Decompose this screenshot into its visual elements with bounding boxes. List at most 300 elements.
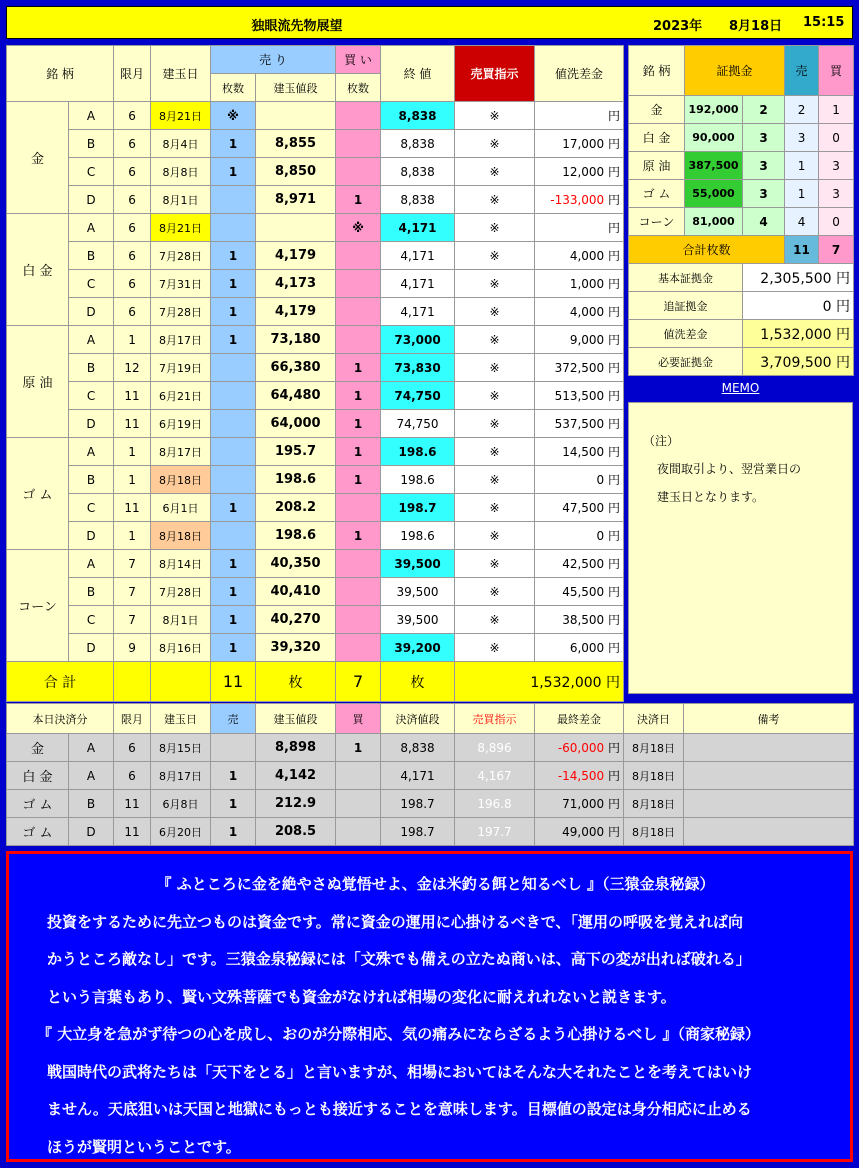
diff-value: 42,500 <box>562 557 605 571</box>
settle-header-nedan: 建玉値段 <box>256 704 336 734</box>
settle-price: 198.7 <box>381 790 455 818</box>
quote-paragraph-1-line-2: かうところ敵なし」です。三猿金泉秘録には「文殊でも備えの立たぬ商いは、高下の変が出れば破れる」 <box>47 950 751 968</box>
header-time: 15:15 <box>803 15 845 30</box>
settle-entry-price: 208.5 <box>256 818 336 846</box>
diff-unit: 円 <box>608 277 621 291</box>
summary-amount: 2,305,500 <box>760 270 832 287</box>
diff-unit: 円 <box>608 585 621 599</box>
settle-label: A <box>69 734 114 762</box>
entry-date: 8月17日 <box>151 326 211 354</box>
settle-header-kai: 買 <box>336 704 381 734</box>
header-gengetsu: 限月 <box>114 46 151 102</box>
trade-signal: ※ <box>455 410 535 438</box>
trade-signal: ※ <box>455 494 535 522</box>
header-date: 8月18日 <box>729 19 783 34</box>
margin-amount: 81,000 <box>685 208 743 236</box>
total-diff-unit: 円 <box>606 674 621 691</box>
mark-to-market-diff <box>535 578 624 606</box>
margin-summary-value <box>743 320 854 348</box>
close-price: 198.6 <box>381 466 455 494</box>
close-price: 8,838 <box>381 186 455 214</box>
position-row <box>7 522 624 550</box>
settle-signal: 197.7 <box>455 818 535 846</box>
total-diff <box>455 662 624 702</box>
contract-month: 1 <box>114 326 151 354</box>
position-label: A <box>69 326 114 354</box>
margin-row <box>629 180 854 208</box>
close-price: 198.7 <box>381 494 455 522</box>
diff-unit: 円 <box>608 361 621 375</box>
buy-qty <box>336 158 381 186</box>
diff-value: 537,500 <box>554 417 605 431</box>
app-title: 独眼流先物展望 <box>251 19 343 34</box>
margin-multiplier: 3 <box>743 152 785 180</box>
diff-unit: 円 <box>608 557 621 571</box>
entry-price: 64,000 <box>256 410 336 438</box>
position-label: A <box>69 438 114 466</box>
diff-value: 4,000 <box>569 305 605 319</box>
header-tategyoku-nedan: 建玉値段 <box>256 74 336 102</box>
close-price: 73,000 <box>381 326 455 354</box>
contract-month: 7 <box>114 550 151 578</box>
diff-unit: 円 <box>608 445 621 459</box>
margin-panel <box>628 45 854 376</box>
position-label: A <box>69 102 114 130</box>
entry-date: 8月1日 <box>151 606 211 634</box>
settle-final-diff <box>535 790 624 818</box>
close-price: 4,171 <box>381 298 455 326</box>
diff-unit: 円 <box>608 249 621 263</box>
buy-qty <box>336 130 381 158</box>
contract-month: 6 <box>114 270 151 298</box>
diff-value: 47,500 <box>562 501 605 515</box>
margin-commodity: ゴ ム <box>629 180 685 208</box>
contract-month: 1 <box>114 438 151 466</box>
diff-unit: 円 <box>608 641 621 655</box>
entry-date: 8月21日 <box>151 102 211 130</box>
sell-qty <box>211 466 256 494</box>
settle-header-shiji: 売買指示 <box>455 704 535 734</box>
margin-row <box>629 208 854 236</box>
position-row <box>7 158 624 186</box>
margin-summary-row <box>629 320 854 348</box>
settle-final-diff <box>535 818 624 846</box>
buy-qty <box>336 606 381 634</box>
position-label: B <box>69 578 114 606</box>
trade-signal: ※ <box>455 242 535 270</box>
settle-date: 8月18日 <box>624 818 684 846</box>
position-row <box>7 130 624 158</box>
margin-summary-label: 必要証拠金 <box>629 348 743 376</box>
settlement-row <box>7 762 854 790</box>
total-spacer <box>151 662 211 702</box>
trade-signal: ※ <box>455 578 535 606</box>
header-kai: 買 い <box>336 46 381 74</box>
settle-label: D <box>69 818 114 846</box>
settlement-row <box>7 734 854 762</box>
close-price: 8,838 <box>381 130 455 158</box>
mark-to-market-diff <box>535 466 624 494</box>
trade-signal: ※ <box>455 270 535 298</box>
settle-header-kessai-nedan: 決済値段 <box>381 704 455 734</box>
diff-unit: 円 <box>608 501 621 515</box>
total-spacer <box>114 662 151 702</box>
margin-sell-count: 3 <box>785 124 819 152</box>
entry-price: 73,180 <box>256 326 336 354</box>
summary-unit: 円 <box>836 326 851 343</box>
close-price: 4,171 <box>381 214 455 242</box>
close-price: 39,500 <box>381 578 455 606</box>
diff-value: 12,000 <box>562 165 605 179</box>
mark-to-market-diff <box>535 606 624 634</box>
commodity-name: コーン <box>7 550 69 662</box>
buy-qty: 1 <box>336 466 381 494</box>
memo-line-3: 建玉日となります。 <box>657 490 765 504</box>
mark-to-market-diff <box>535 550 624 578</box>
mark-to-market-diff <box>535 270 624 298</box>
entry-price: 40,410 <box>256 578 336 606</box>
entry-date: 6月1日 <box>151 494 211 522</box>
buy-qty <box>336 102 381 130</box>
entry-price: 8,855 <box>256 130 336 158</box>
buy-qty: 1 <box>336 522 381 550</box>
close-price: 73,830 <box>381 354 455 382</box>
sell-qty <box>211 522 256 550</box>
settle-note <box>684 762 854 790</box>
settle-month: 11 <box>114 790 151 818</box>
settle-month: 11 <box>114 818 151 846</box>
trade-signal: ※ <box>455 186 535 214</box>
buy-qty <box>336 494 381 522</box>
summary-unit: 円 <box>836 354 851 371</box>
position-label: B <box>69 354 114 382</box>
diff-value: -133,000 <box>550 193 605 207</box>
contract-month: 12 <box>114 354 151 382</box>
position-row <box>7 606 624 634</box>
memo-line-2: 夜間取引より、翌営業日の <box>657 462 802 476</box>
mark-to-market-diff <box>535 494 624 522</box>
entry-price <box>256 102 336 130</box>
memo-link[interactable]: MEMO <box>721 381 760 395</box>
contract-month: 6 <box>114 298 151 326</box>
margin-sell-count: 1 <box>785 180 819 208</box>
margin-amount: 387,500 <box>685 152 743 180</box>
trade-signal: ※ <box>455 382 535 410</box>
settle-final-diff <box>535 762 624 790</box>
settle-commodity: 白 金 <box>7 762 69 790</box>
diff-value: 14,500 <box>562 445 605 459</box>
summary-amount: 0 <box>822 298 832 315</box>
diff-value: 17,000 <box>562 137 605 151</box>
final-unit: 円 <box>607 741 620 755</box>
quote-paragraph-1-line-3: という言葉もあり、賢い文殊菩薩でも資金がなければ相場の変化に耐えれれないと説きます。 <box>47 987 676 1006</box>
contract-month: 6 <box>114 130 151 158</box>
trade-signal: ※ <box>455 298 535 326</box>
mark-to-market-diff <box>535 102 624 130</box>
settle-header-kessaibi: 決済日 <box>624 704 684 734</box>
buy-qty: 1 <box>336 410 381 438</box>
position-label: B <box>69 242 114 270</box>
position-label: A <box>69 214 114 242</box>
header-owarine: 終 値 <box>381 46 455 102</box>
settle-note <box>684 734 854 762</box>
buy-qty <box>336 550 381 578</box>
margin-commodity: コーン <box>629 208 685 236</box>
contract-month: 11 <box>114 382 151 410</box>
margin-commodity: 白 金 <box>629 124 685 152</box>
sell-qty: 1 <box>211 494 256 522</box>
entry-date: 7月28日 <box>151 298 211 326</box>
header-meigara: 銘 柄 <box>7 46 114 102</box>
buy-qty: 1 <box>336 186 381 214</box>
settle-header-saishu: 最終差金 <box>535 704 624 734</box>
diff-value: 45,500 <box>562 585 605 599</box>
diff-value: 513,500 <box>554 389 605 403</box>
settle-price: 8,838 <box>381 734 455 762</box>
close-price: 74,750 <box>381 410 455 438</box>
position-label: D <box>69 298 114 326</box>
position-label: B <box>69 466 114 494</box>
settle-sell: 1 <box>211 818 256 846</box>
settle-date: 8月18日 <box>624 790 684 818</box>
margin-multiplier: 2 <box>743 96 785 124</box>
margin-buy-count: 0 <box>819 124 854 152</box>
final-unit: 円 <box>607 769 620 783</box>
position-label: A <box>69 550 114 578</box>
entry-price <box>256 214 336 242</box>
settle-final-diff <box>535 734 624 762</box>
sell-qty <box>211 438 256 466</box>
title-bar <box>6 6 853 39</box>
entry-price: 8,971 <box>256 186 336 214</box>
total-sell-unit: 枚 <box>256 662 336 702</box>
position-row <box>7 242 624 270</box>
sell-qty: 1 <box>211 326 256 354</box>
margin-summary-label: 値洗差金 <box>629 320 743 348</box>
trade-signal: ※ <box>455 214 535 242</box>
sell-qty: 1 <box>211 634 256 662</box>
final-value: 71,000 <box>562 797 605 811</box>
margin-summary-row <box>629 292 854 320</box>
position-label: D <box>69 522 114 550</box>
position-row <box>7 186 624 214</box>
summary-unit: 円 <box>836 270 851 287</box>
mark-to-market-diff <box>535 634 624 662</box>
sell-qty: 1 <box>211 606 256 634</box>
summary-amount: 3,709,500 <box>760 354 832 371</box>
diff-unit: 円 <box>608 417 621 431</box>
entry-price: 66,380 <box>256 354 336 382</box>
position-row <box>7 410 624 438</box>
settle-entry-date: 8月15日 <box>151 734 211 762</box>
entry-date: 8月18日 <box>151 522 211 550</box>
entry-price: 4,173 <box>256 270 336 298</box>
margin-row <box>629 124 854 152</box>
entry-price: 208.2 <box>256 494 336 522</box>
diff-unit: 円 <box>608 165 621 179</box>
margin-row <box>629 96 854 124</box>
margin-amount: 90,000 <box>685 124 743 152</box>
trade-signal: ※ <box>455 438 535 466</box>
position-row <box>7 550 624 578</box>
settle-sell: 1 <box>211 762 256 790</box>
margin-header-uri: 売 <box>785 46 819 96</box>
quote-heading-1: 『 ふところに金を絶やさぬ覚悟せよ、金は米釣る餌と知るべし 』（三猿金泉秘録） <box>156 875 715 893</box>
final-value: 49,000 <box>562 825 605 839</box>
settlement-row <box>7 818 854 846</box>
buy-qty: 1 <box>336 382 381 410</box>
position-label: C <box>69 382 114 410</box>
entry-date: 8月17日 <box>151 438 211 466</box>
margin-buy-count: 0 <box>819 208 854 236</box>
position-row <box>7 270 624 298</box>
diff-unit: 円 <box>608 389 621 403</box>
close-price: 39,500 <box>381 550 455 578</box>
settle-signal: 4,167 <box>455 762 535 790</box>
close-price: 4,171 <box>381 270 455 298</box>
buy-qty <box>336 242 381 270</box>
settle-commodity: ゴ ム <box>7 818 69 846</box>
margin-commodity: 金 <box>629 96 685 124</box>
position-row <box>7 298 624 326</box>
entry-price: 198.6 <box>256 466 336 494</box>
trade-signal: ※ <box>455 158 535 186</box>
diff-value: 6,000 <box>569 641 605 655</box>
mark-to-market-diff <box>535 326 624 354</box>
sell-qty: 1 <box>211 578 256 606</box>
final-value: -14,500 <box>557 769 605 783</box>
contract-month: 6 <box>114 102 151 130</box>
diff-unit: 円 <box>608 473 621 487</box>
settlement-table <box>6 703 854 846</box>
settle-date: 8月18日 <box>624 734 684 762</box>
diff-value: 0 <box>596 473 605 487</box>
diff-unit: 円 <box>608 305 621 319</box>
margin-total-row <box>629 236 854 264</box>
header-nearai-sakin: 値洗差金 <box>535 46 624 102</box>
margin-multiplier: 4 <box>743 208 785 236</box>
mark-to-market-diff <box>535 130 624 158</box>
diff-unit: 円 <box>608 109 621 123</box>
buy-qty <box>336 326 381 354</box>
margin-sell-count: 2 <box>785 96 819 124</box>
settle-label: A <box>69 762 114 790</box>
close-price: 198.6 <box>381 522 455 550</box>
margin-summary-row <box>629 264 854 292</box>
margin-summary-value <box>743 292 854 320</box>
entry-price: 198.6 <box>256 522 336 550</box>
sell-qty <box>211 186 256 214</box>
settle-sell <box>211 734 256 762</box>
settle-header-gengetsu: 限月 <box>114 704 151 734</box>
margin-amount: 55,000 <box>685 180 743 208</box>
position-row <box>7 102 624 130</box>
buy-qty: 1 <box>336 438 381 466</box>
contract-month: 6 <box>114 242 151 270</box>
contract-month: 6 <box>114 186 151 214</box>
entry-date: 7月31日 <box>151 270 211 298</box>
settle-signal: 196.8 <box>455 790 535 818</box>
close-price: 8,838 <box>381 158 455 186</box>
trade-signal: ※ <box>455 522 535 550</box>
diff-value: 9,000 <box>569 333 605 347</box>
header-sell-maisu: 枚数 <box>211 74 256 102</box>
settle-entry-date: 8月17日 <box>151 762 211 790</box>
settle-label: B <box>69 790 114 818</box>
quote-box <box>6 851 853 1162</box>
diff-value: 4,000 <box>569 249 605 263</box>
trade-signal: ※ <box>455 130 535 158</box>
total-buy: 7 <box>336 662 381 702</box>
quote-paragraph-1-line-1: 投資をするために先立つものは資金です。常に資金の運用に心掛けるべきで、「運用の呼吸を覚えれば向 <box>47 912 744 931</box>
entry-date: 8月4日 <box>151 130 211 158</box>
sell-qty <box>211 214 256 242</box>
diff-value: 38,500 <box>562 613 605 627</box>
buy-qty: ※ <box>336 214 381 242</box>
position-label: D <box>69 186 114 214</box>
settle-header-tategyokubi: 建玉日 <box>151 704 211 734</box>
commodity-name: 金 <box>7 102 69 214</box>
sell-qty: ※ <box>211 102 256 130</box>
total-buy-unit: 枚 <box>381 662 455 702</box>
position-label: B <box>69 130 114 158</box>
settle-entry-price: 4,142 <box>256 762 336 790</box>
entry-date: 7月28日 <box>151 242 211 270</box>
margin-commodity: 原 油 <box>629 152 685 180</box>
header-tategyokubi: 建玉日 <box>151 46 211 102</box>
margin-multiplier: 3 <box>743 124 785 152</box>
settle-month: 6 <box>114 762 151 790</box>
contract-month: 1 <box>114 466 151 494</box>
sell-qty: 1 <box>211 298 256 326</box>
position-row <box>7 634 624 662</box>
close-price: 4,171 <box>381 242 455 270</box>
margin-row <box>629 152 854 180</box>
position-label: D <box>69 410 114 438</box>
position-label: C <box>69 494 114 522</box>
sell-qty: 1 <box>211 130 256 158</box>
settle-entry-price: 8,898 <box>256 734 336 762</box>
settle-buy <box>336 790 381 818</box>
margin-header-shokokin: 証拠金 <box>685 46 785 96</box>
settle-header-biko: 備考 <box>684 704 854 734</box>
position-label: C <box>69 158 114 186</box>
sell-qty: 1 <box>211 242 256 270</box>
quote-paragraph-2-line-2: ません。天底狙いは天国と地獄にもっとも接近することを意味します。目標値の設定は身分相応に止める <box>47 1100 752 1118</box>
diff-value: 1,000 <box>569 277 605 291</box>
trade-signal: ※ <box>455 466 535 494</box>
trade-signal: ※ <box>455 606 535 634</box>
contract-month: 6 <box>114 214 151 242</box>
mark-to-market-diff <box>535 522 624 550</box>
settle-commodity: ゴ ム <box>7 790 69 818</box>
margin-total-label: 合計枚数 <box>629 236 785 264</box>
mark-to-market-diff <box>535 298 624 326</box>
entry-date: 6月21日 <box>151 382 211 410</box>
trade-signal: ※ <box>455 550 535 578</box>
margin-multiplier: 3 <box>743 180 785 208</box>
mark-to-market-diff <box>535 186 624 214</box>
mark-to-market-diff <box>535 158 624 186</box>
entry-date: 8月14日 <box>151 550 211 578</box>
entry-date: 6月19日 <box>151 410 211 438</box>
margin-buy-count: 3 <box>819 152 854 180</box>
position-label: C <box>69 270 114 298</box>
margin-summary-label: 追証拠金 <box>629 292 743 320</box>
sell-qty <box>211 354 256 382</box>
total-label: 合 計 <box>7 662 114 702</box>
close-price: 74,750 <box>381 382 455 410</box>
